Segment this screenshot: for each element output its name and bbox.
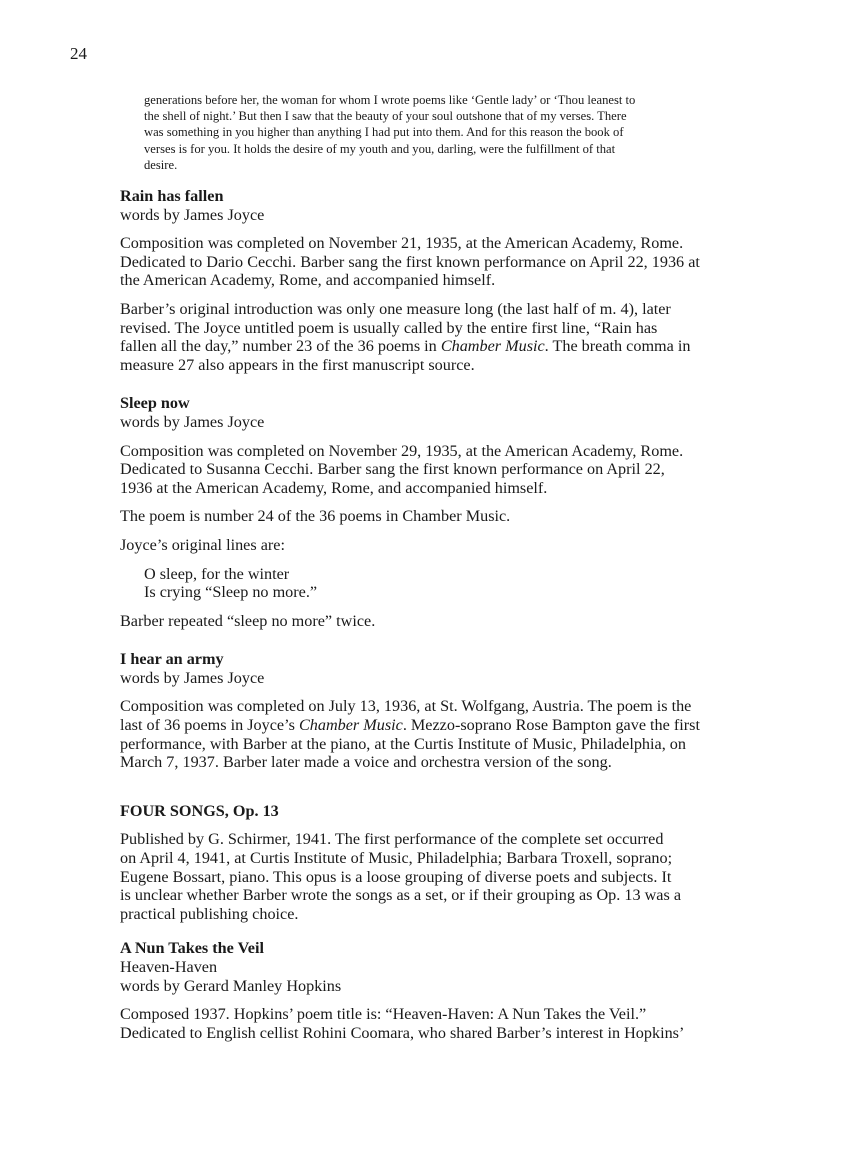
text-line: Composition was completed on November 29, 1935, at the American Academy, Rome.: [120, 441, 684, 460]
quote-line: verses is for you. It holds the desire of my youth and you, darling, were the fulfillment of that: [144, 141, 616, 156]
text-line: . The breath comma in: [544, 337, 691, 356]
quote-line: desire.: [144, 157, 178, 172]
italic-title: Chamber Music: [298, 716, 403, 735]
quote-line: was something in you higher than anything I had put into them. And for this reason the book of: [144, 125, 624, 140]
text-line: Composed 1937. Hopkins’ poem title is: “Heaven-Haven: A Nun Takes the Veil.”: [120, 1005, 647, 1024]
block-quote: [144, 92, 740, 173]
paragraph: Barber repeated “sleep no more” twice.: [120, 611, 376, 630]
section-i-hear-an-army: [120, 650, 748, 772]
song-title: Rain has fallen: [120, 187, 224, 206]
song-subtitle: Heaven-Haven: [120, 958, 218, 977]
paragraph: [120, 442, 748, 498]
italic-title: Chamber Music: [440, 337, 545, 356]
text-line: is unclear whether Barber wrote the songs as a set, or if their grouping as Op. 13 was a: [120, 886, 682, 905]
song-words-credit: words by James Joyce: [120, 205, 265, 224]
text-line: March 7, 1937. Barber later made a voice and orchestra version of the song.: [120, 753, 612, 772]
text-line: Composition was completed on July 13, 1936, at St. Wolfgang, Austria. The poem is the: [120, 697, 692, 716]
text-line: fallen all the day,” number 23 of the 36 poems in: [120, 337, 441, 356]
text-line: Composition was completed on November 21, 1935, at the American Academy, Rome.: [120, 234, 684, 253]
text-line: Dedicated to Dario Cecchi. Barber sang the first known performance on April 22, 1936 at: [120, 252, 700, 271]
paragraph: [120, 300, 748, 374]
text-line: Eugene Bossart, piano. This opus is a loose grouping of diverse poets and subjects. It: [120, 867, 672, 886]
text-line: Dedicated to English cellist Rohini Coomara, who shared Barber’s interest in Hopkins’: [120, 1023, 685, 1042]
poem-line: Is crying “Sleep no more.”: [144, 583, 318, 602]
text-line: last of 36 poems in Joyce’s: [120, 716, 299, 735]
text-line: Published by G. Schirmer, 1941. The first performance of the complete set occurred: [120, 830, 664, 849]
song-title: Sleep now: [120, 394, 190, 413]
song-title: I hear an army: [120, 650, 224, 669]
page-content: [120, 92, 748, 1062]
section-sleep-now: [120, 394, 748, 630]
text-line: 1936 at the American Academy, Rome, and accompanied himself.: [120, 478, 548, 497]
page-number: 24: [70, 44, 87, 63]
song-title: A Nun Takes the Veil: [120, 939, 264, 958]
song-words-credit: words by Gerard Manley Hopkins: [120, 976, 342, 995]
paragraph: The poem is number 24 of the 36 poems in Chamber Music.: [120, 507, 511, 526]
text-line: Barber’s original introduction was only one measure long (the last half of m. 4), later: [120, 299, 671, 318]
paragraph: [120, 234, 748, 290]
text-line: on April 4, 1941, at Curtis Institute of Music, Philadelphia; Barbara Troxell, soprano;: [120, 849, 673, 868]
section-rain-has-fallen: [120, 187, 748, 374]
paragraph: Joyce’s original lines are:: [120, 535, 285, 554]
opus-title: FOUR SONGS, Op. 13: [120, 801, 279, 820]
song-words-credit: words by James Joyce: [120, 412, 265, 431]
text-line: performance, with Barber at the piano, at the Curtis Institute of Music, Philadelphia, on: [120, 734, 686, 753]
section-a-nun-takes-the-veil: [120, 939, 748, 1042]
text-line: . Mezzo-soprano Rose Bampton gave the first: [402, 716, 700, 735]
poem-excerpt: [144, 565, 748, 602]
text-line: Dedicated to Susanna Cecchi. Barber sang the first known performance on April 22,: [120, 460, 665, 479]
text-line: measure 27 also appears in the first manuscript source.: [120, 355, 475, 374]
poem-line: O sleep, for the winter: [144, 564, 290, 583]
song-words-credit: words by James Joyce: [120, 668, 265, 687]
quote-line: the shell of night.’ But then I saw that the beauty of your soul outshone that of my verses. There: [144, 109, 627, 124]
text-line: practical publishing choice.: [120, 904, 299, 923]
text-line: revised. The Joyce untitled poem is usually called by the entire first line, “Rain has: [120, 318, 658, 337]
paragraph: [120, 1005, 748, 1042]
quote-line: generations before her, the woman for whom I wrote poems like ‘Gentle lady’ or ‘Thou leanest to: [144, 93, 636, 107]
text-line: the American Academy, Rome, and accompanied himself.: [120, 271, 496, 290]
section-four-songs: [120, 802, 748, 924]
paragraph: [120, 697, 748, 771]
paragraph: [120, 830, 748, 923]
